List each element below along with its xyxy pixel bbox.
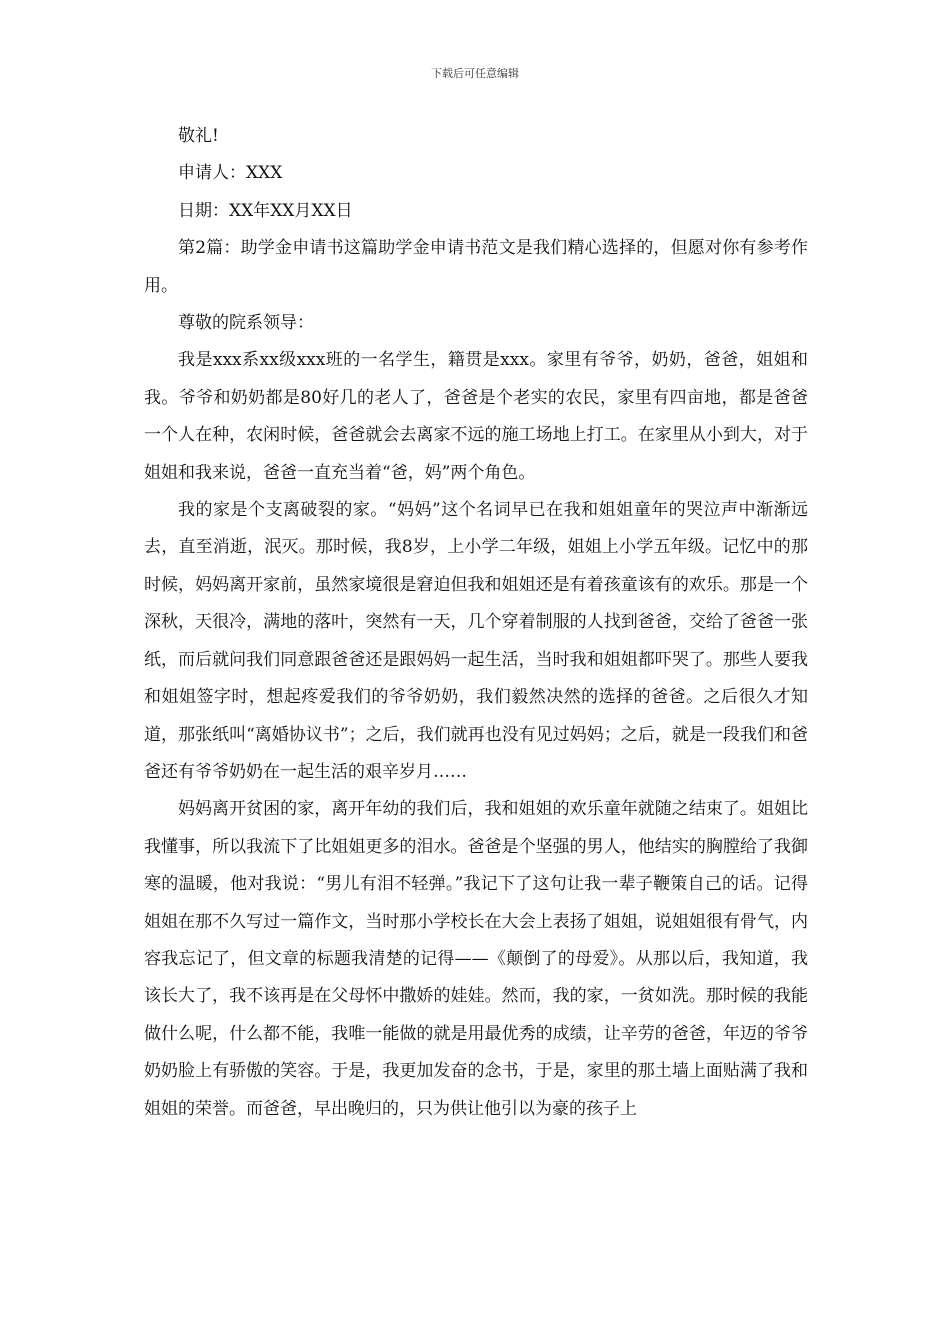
body-paragraph: 妈妈离开贫困的家，离开年幼的我们后，我和姐姐的欢乐童年就随之结束了。姐姐比我懂事，所以我流下了比姐姐更多的泪水。爸爸是个坚强的男人，他结实的胸膛给了我御寒的温暖，他对我说：“男儿有泪不轻弹。”我记下了这句让我一辈子鞭策自己的话。记得姐姐在那不久写过一篇作文，当时那小学校长在大会上表扬了姐姐，说姐姐很有骨气，内容我忘记了，但文章的标题我清楚的记得——《颠倒了的母爱》。从那以后，我知道，我该长大了，我不该再是在父母怀中撒娇的娃娃。然而，我的家，一贫如洗。那时候的我能做什么呢，什么都不能，我唯一能做的就是用最优秀的成绩，让辛劳的爸爸，年迈的爷爷奶奶脸上有骄傲的笑容。于是，我更加发奋的念书，于是，家里的那土墙上面贴满了我和姐姐的荣誉。而爸爸，早出晚归的，只为供让他引以为豪的孩子上: [144, 799, 808, 1119]
date-line: 日期：XX年XX月XX日: [178, 200, 353, 221]
greeting: 尊敬的院系领导：: [178, 313, 314, 334]
closing-salutation: 敬礼!: [178, 126, 219, 146]
body-paragraph: 我是xxx系xx级xxx班的一名学生，籍贯是xxx。家里有爷爷，奶奶，爸爸，姐姐和我。爷爷和奶奶都是80好几的老人了，爸爸是个老实的农民，家里有四亩地，都是爸爸一个人在种，农闲时候，爸爸就会去离家不远的施工场地上打工。在家里从小到大，对于姐姐和我来说，爸爸一直充当着“爸，妈”两个角色。: [144, 350, 808, 483]
document-body: [144, 118, 808, 1128]
page-header: 下载后可任意编辑: [431, 67, 519, 80]
body-paragraph: 我的家是个支离破裂的家。“妈妈”这个名词早已在我和姐姐童年的哭泣声中渐渐远去，直至消逝，泯灭。那时候，我8岁，上小学二年级，姐姐上小学五年级。记忆中的那时候，妈妈离开家前，虽然家境很是窘迫但我和姐姐还是有着孩童该有的欢乐。那是一个深秋，天很冷，满地的落叶，突然有一天，几个穿着制服的人找到爸爸，交给了爸爸一张纸，而后就问我们同意跟爸爸还是跟妈妈一起生活，当时我和姐姐都吓哭了。那些人要我和姐姐签字时，想起疼爱我们的爷爷奶奶，我们毅然决然的选择的爸爸。之后很久才知道，那张纸叫“离婚协议书”；之后，我们就再也没有见过妈妈；之后，就是一段我们和爸爸还有爷爷奶奶在一起生活的艰辛岁月……: [144, 500, 808, 782]
applicant-line: 申请人：XXX: [178, 163, 283, 184]
section-intro: 第2篇：助学金申请书这篇助学金申请书范文是我们精心选择的，但愿对你有参考作用。: [144, 238, 808, 296]
